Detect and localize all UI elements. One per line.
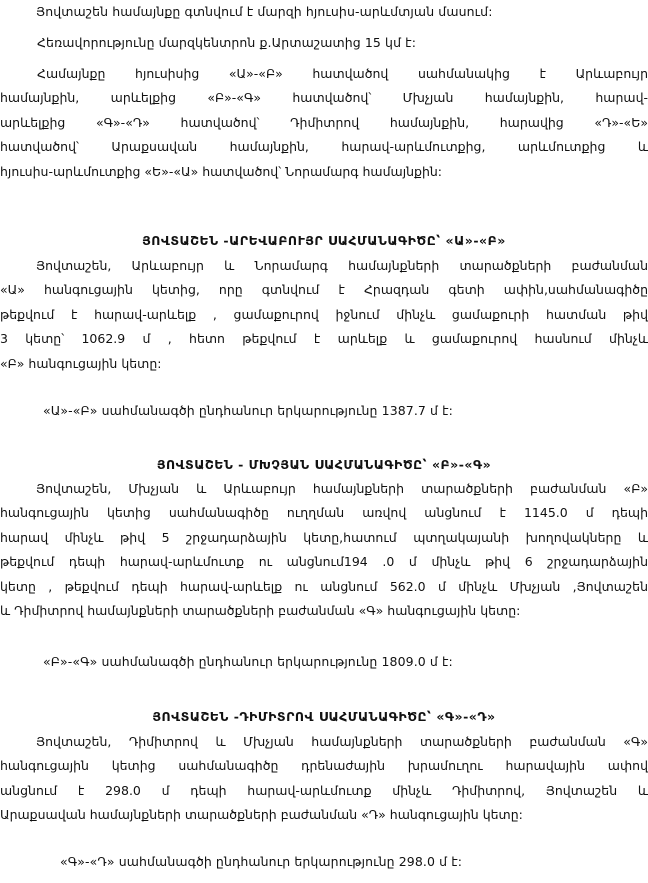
paragraph-line: թեքվում է հարավ-արևելք , ցամաքուրով իջնում մինչև ցամաքուրի հատման թիվ — [0, 306, 648, 322]
paragraph-line: 3 կետը՝ 1062.9 մ , հետո թեքվում է արևելք և ցամաքուրով հասնում մինչև — [0, 331, 648, 347]
paragraph-line: հանգուցային կետից սահմանագիծը դրենաժային խրամուղու հարավային ափով — [0, 758, 648, 774]
paragraph-line: արևելքից «Գ»-«Դ» հատվածով՝ Դիմիտրով համայնքին, հարավից «Դ»-«Ե» — [0, 114, 648, 130]
section-bg-paragraph — [0, 477, 648, 623]
paragraph-line: Արաքսավան համայնքների տարածքների բաժանման «Դ» հանգուցային կետը: — [0, 807, 523, 823]
paragraph-line: Համայնքը հյուսիսից «Ա»-«Բ» հատվածով սահմանակից է Արևաբույր — [37, 66, 648, 81]
paragraph-line: Յովտաշեն, Մխչյան և Արևաբույր համայնքների տարածքների բաժանման «Բ» — [36, 481, 648, 496]
paragraph-line: հատվածով՝ Արաքսավան համայնքին, հարավ-արևմուտքից, արևմուտքից և — [0, 139, 648, 155]
paragraph-line: Յովտաշեն, Արևաբույր և Նորամարգ համայնքների տարածքների բաժանման — [36, 258, 648, 273]
paragraph-line: «Բ» հանգուցային կետը: — [0, 355, 162, 371]
section-ab-length: «Ա»-«Բ» սահմանագծի ընդհանուր երկարությունը 1387.7 մ է: — [43, 403, 453, 418]
paragraph-line: հարավ մինչև թիվ 5 շրջադարձային կետը,հատում պտղակայանի խողովակները և — [0, 529, 648, 545]
paragraph-line: Յովտաշեն, Դիմիտրով և Մխչյան համայնքների տարածքների բաժանման «Գ» — [36, 734, 648, 749]
section-gd-length: «Գ»-«Դ» սահմանագծի ընդհանուր երկարությունը 298.0 մ է: — [60, 854, 463, 869]
section-bg-length: «Բ»-«Գ» սահմանագծի ընդհանուր երկարությունը 1809.0 մ է: — [43, 654, 453, 669]
intro-boundaries-paragraph — [0, 62, 648, 184]
paragraph-line: թեքվում դեպի հարավ-արևմուտք ու անցնում194 .0 մ մինչև թիվ 6 շրջադարձային — [0, 554, 648, 570]
paragraph-line: անցնում է 298.0 մ դեպի հարավ-արևմուտք մինչև Դիմիտրով, Յովտաշեն և — [0, 782, 648, 798]
section-gd-heading: ՅՈՎՏԱՇԵՆ -ԴԻՄԻՏՐՈՎ ՍԱՀՄԱՆԱԳԻԾԸ՝ «Գ»-«Դ» — [152, 709, 496, 724]
paragraph-line: և Դիմիտրով համայնքների տարածքների բաժանման «Գ» հանգուցային կետը: — [0, 603, 521, 619]
section-gd-paragraph — [0, 730, 648, 828]
intro-distance-line: Հեռավորությունը մարզկենտրոն ք.Արտաշատից 15 կմ է: — [37, 35, 417, 50]
section-ab-heading: ՅՈՎՏԱՇԵՆ -ԱՐԵՎԱԲՈՒՅՐ ՍԱՀՄԱՆԱԳԻԾԸ՝ «Ա»-«Բ» — [142, 233, 506, 248]
section-ab-paragraph — [0, 254, 648, 376]
paragraph-line: համայնքին, արևելքից «Բ»-«Գ» հատվածով՝ Մխչյան համայնքին, հարավ- — [0, 90, 648, 106]
paragraph-line: «Ա» հանգուցային կետից, որը գտնվում է Հրազդան գետի ափին,սահմանագիծը — [0, 282, 648, 298]
paragraph-line: կետը , թեքվում դեպի հարավ-արևելք ու անցնում 562.0 մ մինչև Մխչյան ,Յովտաշեն — [0, 578, 648, 594]
paragraph-line: հյուսիս-արևմուտքից «Ե»-«Ա» հատվածով՝ Նորամարգ համայնքին: — [0, 163, 443, 179]
paragraph-line: հանգուցային կետից սահմանագիծը ուղղման առվով անցնում է 1145.0 մ դեպի — [0, 505, 648, 521]
section-bg-heading: ՅՈՎՏԱՇԵՆ - ՄԽՉՅԱՆ ՍԱՀՄԱՆԱԳԻԾԸ՝ «Բ»-«Գ» — [156, 457, 492, 472]
intro-location-line: Յովտաշեն համայնքը գտնվում է մարզի հյուսիս-արևմտյան մասում: — [36, 4, 493, 19]
